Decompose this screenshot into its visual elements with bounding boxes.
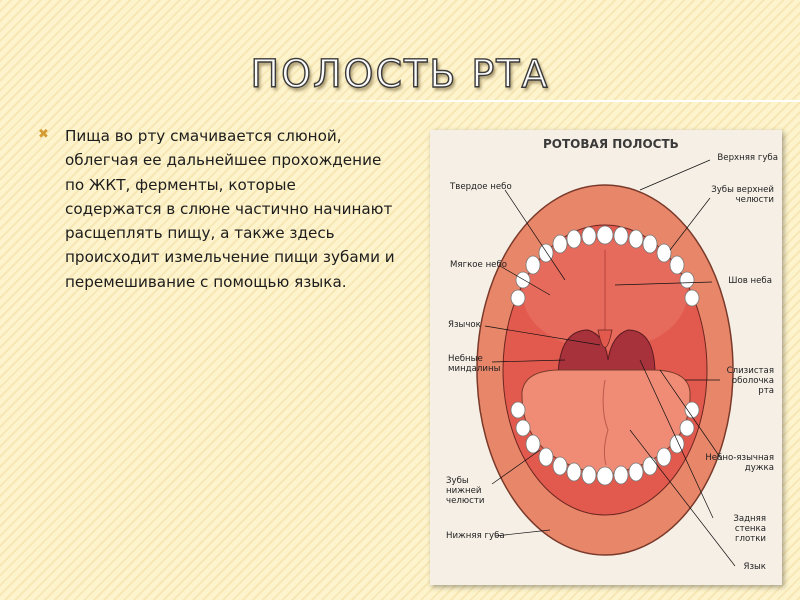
- x-bullet-icon: ✖: [38, 127, 49, 142]
- mouth-diagram: [430, 130, 782, 585]
- label-hard-palate: Твердое небо: [450, 182, 512, 192]
- label-uvula: Язычок: [448, 320, 481, 330]
- label-lower-lip: Нижняя губа: [446, 531, 505, 541]
- title-rule: [260, 100, 800, 102]
- slide-title: ПОЛОСТЬ РТА: [250, 52, 550, 96]
- label-soft-palate: Мягкое небо: [450, 260, 508, 270]
- bullet-text: Пища во рту смачивается слюной, облегчая ее дальнейшее прохождение по ЖКТ, ферменты, которые содержатся в слюне частично начинают расщеплять пищу, а также здесь происходит измельчение пищи зубами и перемешивание с помощью языка.: [65, 127, 395, 291]
- label-palatoglossal-arch: Небно-язычная дужка: [705, 453, 774, 473]
- label-upper-teeth: Зубы верхней челюсти: [711, 185, 774, 205]
- label-tongue: Язык: [743, 562, 766, 572]
- label-upper-lip: Верхняя губа: [717, 153, 778, 163]
- label-pharynx-wall: Задняя стенка глотки: [733, 514, 766, 544]
- label-mucosa: Слизистая оболочка рта: [726, 366, 774, 396]
- label-lower-teeth: Зубы нижней челюсти: [446, 476, 485, 506]
- label-tonsils: Небные миндалины: [448, 354, 501, 374]
- diagram-heading: РОТОВАЯ ПОЛОСТЬ: [543, 137, 679, 151]
- label-palate-suture: Шов неба: [728, 276, 772, 286]
